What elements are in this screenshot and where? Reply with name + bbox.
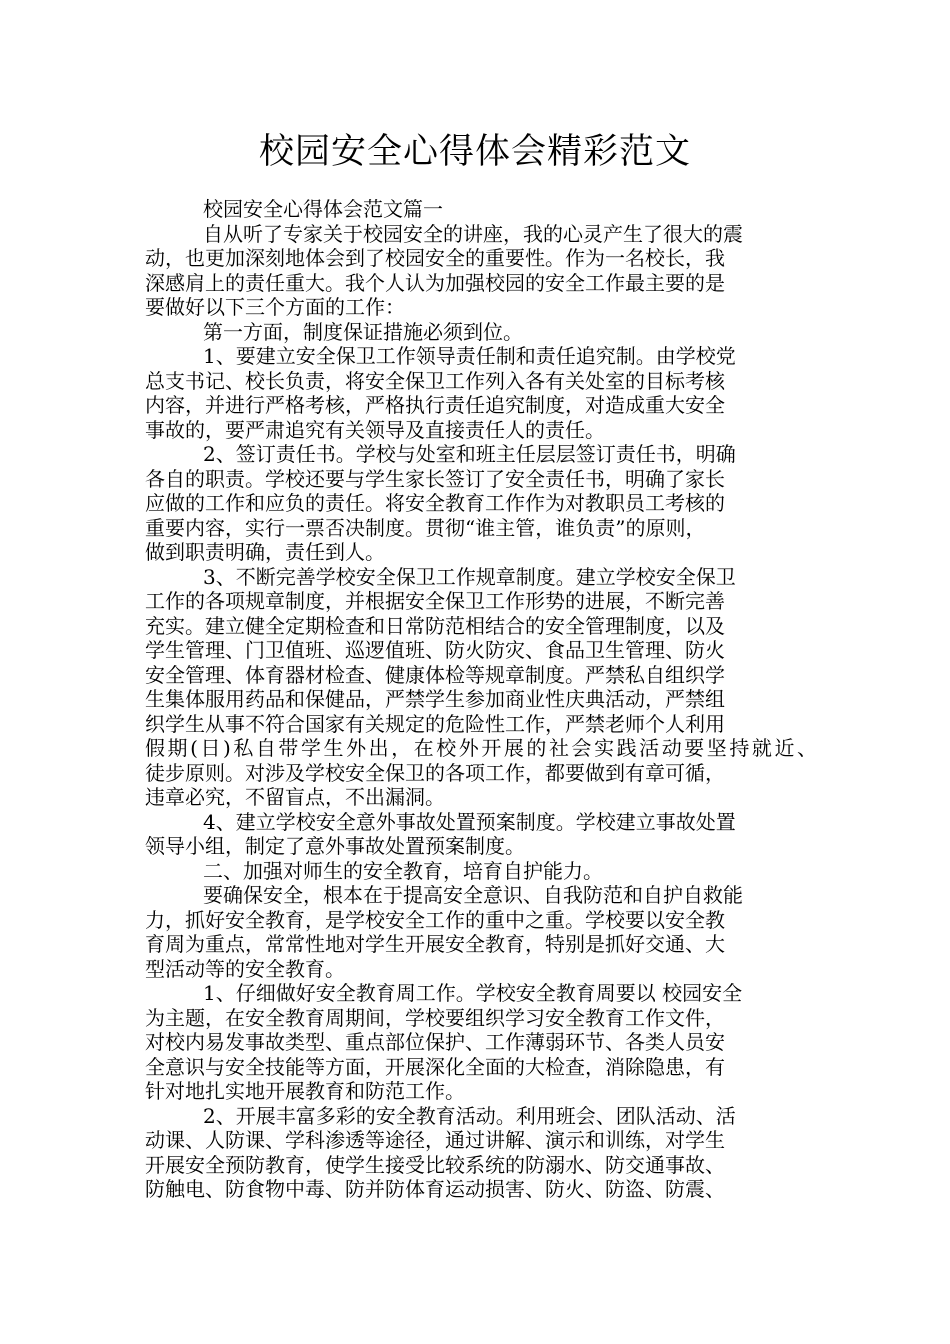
text-line: 深感肩上的责任重大。我个人认为加强校园的安全工作最主要的是 — [145, 270, 725, 295]
text-line: 重要内容，实行一票否决制度。贯彻“谁主管，谁负责”的原则， — [145, 515, 706, 540]
text-line: 开展安全预防教育，使学生接受比较系统的防溺水、防交通事故、 — [145, 1152, 725, 1177]
text-line: 第一方面，制度保证措施必须到位。 — [203, 319, 523, 344]
text-line: 织学生从事不符合国家有关规定的危险性工作，严禁老师个人利用 — [145, 711, 725, 736]
text-line: 自从听了专家关于校园安全的讲座，我的心灵产生了很大的震 — [203, 221, 743, 246]
text-line: 领导小组，制定了意外事故处置预案制度。 — [145, 834, 525, 858]
text-line: 工作的各项规章制度，并根据安全保卫工作形势的进展，不断完善 — [145, 589, 725, 613]
document-title: 校园安全心得体会精彩范文 — [258, 132, 691, 172]
text-line: 要确保安全，根本在于提高安全意识、自我防范和自护自救能 — [203, 883, 743, 907]
text-line: 2、签订责任书。学校与处室和班主任层层签订责任书，明确 — [203, 442, 736, 466]
text-line: 校园安全心得体会范文篇一 — [203, 197, 443, 221]
text-line: 为主题，在安全教育周期间，学校要组织学习安全教育工作文件， — [145, 1005, 725, 1030]
text-line: 动，也更加深刻地体会到了校园安全的重要性。作为一名校长，我 — [145, 246, 725, 270]
text-line: 型活动等的安全教育。 — [145, 956, 345, 981]
text-line: 假期(日)私自带学生外出，在校外开展的社会实践活动要坚持就近、 — [145, 736, 820, 760]
text-line: 内容，并进行严格考核，严格执行责任追究制度，对造成重大安全 — [145, 393, 725, 417]
text-line: 4、建立学校安全意外事故处置预案制度。学校建立事故处置 — [203, 809, 736, 834]
text-line: 徒步原则。对涉及学校安全保卫的各项工作，都要做到有章可循， — [145, 760, 725, 785]
text-line: 要做好以下三个方面的工作： — [145, 295, 405, 319]
text-line: 生集体服用药品和保健品，严禁学生参加商业性庆典活动，严禁组 — [145, 687, 725, 711]
text-line: 针对地扎实地开展教育和防范工作。 — [145, 1079, 465, 1103]
text-line: 全意识与安全技能等方面，开展深化全面的大检查，消除隐患，有 — [145, 1054, 725, 1079]
text-line: 防触电、防食物中毒、防并防体育运动损害、防火、防盗、防震、 — [145, 1177, 725, 1201]
text-line: 应做的工作和应负的责任。将安全教育工作作为对教职员工考核的 — [145, 491, 725, 515]
text-line: 力，抓好安全教育，是学校安全工作的重中之重。学校要以安全教 — [145, 907, 725, 932]
text-line: 违章必究，不留盲点，不出漏洞。 — [145, 785, 445, 809]
text-line: 总支书记、校长负责，将安全保卫工作列入各有关处室的目标考核 — [145, 368, 725, 393]
text-line: 事故的，要严肃追究有关领导及直接责任人的责任。 — [145, 417, 605, 442]
text-line: 安全管理、体育器材检查、健康体检等规章制度。严禁私自组织学 — [145, 662, 725, 687]
text-line: 2、开展丰富多彩的安全教育活动。利用班会、团队活动、活 — [203, 1103, 736, 1128]
text-line: 育周为重点，常常性地对学生开展安全教育，特别是抓好交通、大 — [145, 932, 725, 956]
text-line: 1、要建立安全保卫工作领导责任制和责任追究制。由学校党 — [203, 344, 736, 368]
text-line: 对校内易发事故类型、重点部位保护、工作薄弱环节、各类人员安 — [145, 1030, 725, 1054]
text-line: 1、仔细做好安全教育周工作。学校安全教育周要以 校园安全 — [203, 981, 743, 1005]
document-body — [145, 197, 820, 1202]
text-line: 做到职责明确，责任到人。 — [145, 540, 385, 564]
text-line: 充实。建立健全定期检查和日常防范相结合的安全管理制度，以及 — [145, 613, 725, 638]
text-line: 二、加强对师生的安全教育，培育自护能力。 — [203, 858, 603, 883]
text-line: 3、不断完善学校安全保卫工作规章制度。建立学校安全保卫 — [203, 564, 736, 589]
text-line: 各自的职责。学校还要与学生家长签订了安全责任书，明确了家长 — [145, 466, 725, 491]
text-line: 学生管理、门卫值班、巡逻值班、防火防灾、食品卫生管理、防火 — [145, 638, 725, 662]
text-line: 动课、人防课、学科渗透等途径，通过讲解、演示和训练，对学生 — [145, 1128, 725, 1152]
